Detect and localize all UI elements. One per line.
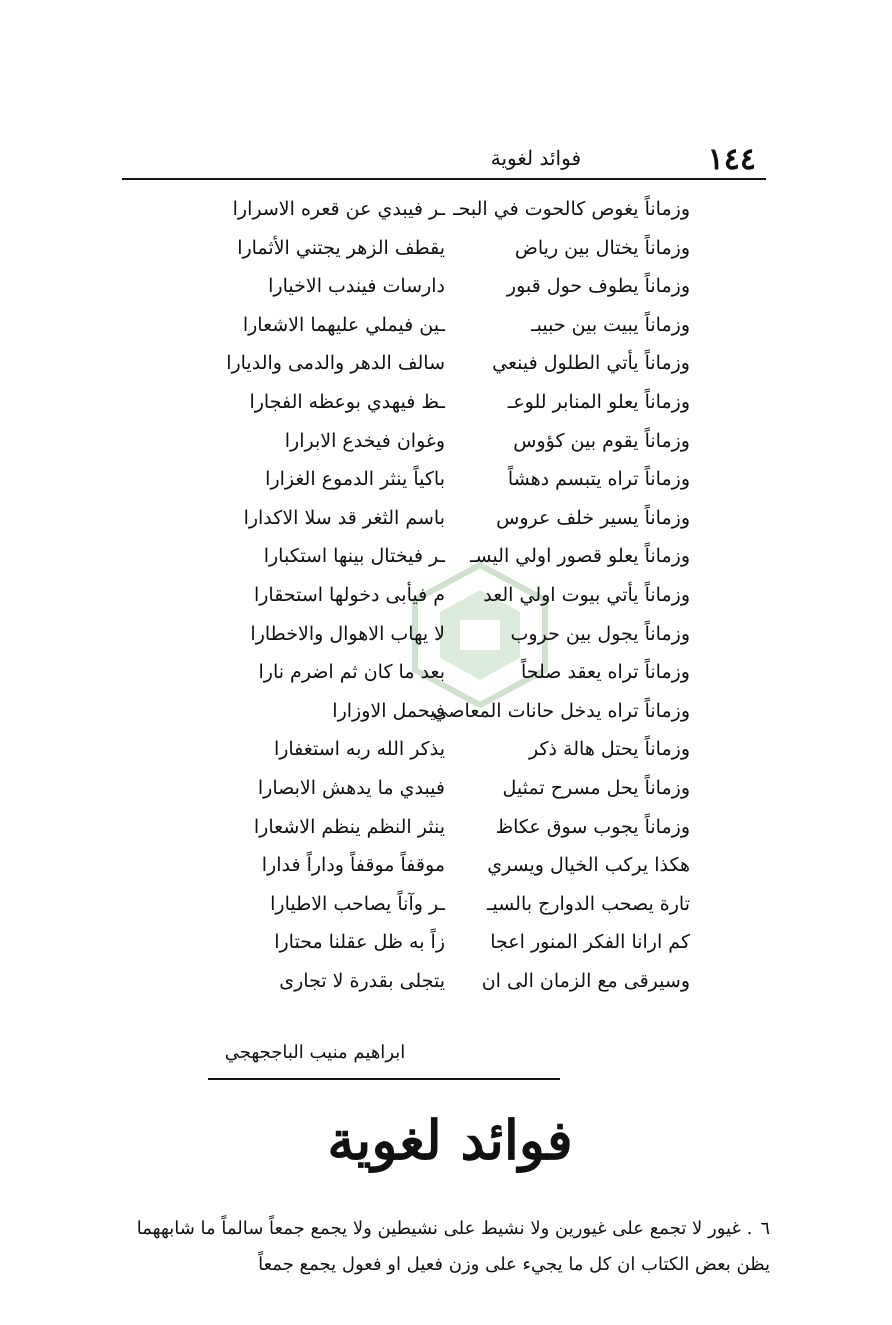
verse	[160, 267, 690, 306]
verse-first-hemistich: وزماناً يأتي الطلول فينعي	[492, 352, 690, 375]
verse-second-hemistich: زاً به ظل عقلنا محتارا	[274, 931, 445, 954]
verse-second-hemistich: ينثر النظم ينظم الاشعارا	[253, 815, 445, 838]
verse	[160, 229, 690, 268]
note	[136, 1212, 770, 1284]
verse-second-hemistich: موقفاً موقفاً وداراً فدارا	[261, 854, 445, 877]
verse	[160, 344, 690, 383]
verse-first-hemistich: كم ارانا الفكر المنور اعجا	[490, 931, 690, 954]
page-number: ١٤٤	[707, 142, 756, 177]
verse	[160, 846, 690, 885]
verse-second-hemistich: بعد ما كان ثم اضرم نارا	[258, 661, 445, 684]
verse-first-hemistich: وزماناً يسير خلف عروس	[496, 506, 690, 529]
verse-first-hemistich: وزماناً يجوب سوق عكاظ	[495, 815, 690, 838]
verse-first-hemistich: وزماناً يقوم بين كؤوس	[513, 429, 690, 452]
section-title: فوائد لغوية	[327, 1108, 573, 1172]
verse	[160, 653, 690, 692]
verse	[160, 615, 690, 654]
verse-first-hemistich: وزماناً يبيت بين حبيبـ	[531, 313, 690, 336]
verse-second-hemistich: ـر وآناً يصاحب الاطيارا	[270, 892, 445, 915]
verse	[160, 576, 690, 615]
verse-first-hemistich: وزماناً يأتي بيوت اولي العد	[483, 583, 690, 606]
verse-first-hemistich: وزماناً تراه يدخل حانات المعاصي	[432, 699, 690, 722]
verse-first-hemistich: وزماناً يحل مسرح تمثيل	[502, 776, 690, 799]
verse	[160, 769, 690, 808]
verse-second-hemistich: ـر فيختال بينها استكبارا	[263, 545, 445, 568]
verse-second-hemistich: باكياً ينثر الدموع الغزارا	[265, 468, 445, 491]
verse-second-hemistich: سالف الدهر والدمى والديارا	[226, 352, 445, 375]
verse-first-hemistich: وزماناً يختال بين رياض	[514, 236, 690, 259]
verse-second-hemistich: م فيأبى دخولها استحقارا	[253, 583, 445, 606]
poet-rule	[208, 1078, 560, 1080]
header-rule	[122, 178, 766, 180]
verse	[160, 692, 690, 731]
verse-second-hemistich: لا يهاب الاهوال والاخطارا	[250, 622, 445, 645]
note-text: . غيور لا تجمع على غيورين ولا نشيط على نشيطين ولا يجمع جمعاً سالماً ما شابههما	[136, 1218, 753, 1239]
verse	[160, 306, 690, 345]
verse-first-hemistich: وزماناً يغوص كالحوت في البحـ	[453, 198, 690, 220]
poet-name: ابراهيم منيب الباججهجي	[224, 1042, 406, 1063]
verse-second-hemistich: وغوان فيخدع الابرارا	[284, 429, 445, 452]
verse	[160, 537, 690, 576]
note-line	[150, 1248, 770, 1284]
page-header	[122, 140, 766, 176]
verse	[160, 422, 690, 461]
verse-first-hemistich: وزماناً يعلو قصور اولي اليسـ	[469, 545, 690, 568]
verse-first-hemistich: وزماناً يطوف حول قبور	[506, 275, 690, 298]
note-line	[136, 1212, 770, 1248]
verse-first-hemistich: تارة يصحب الدوارج بالسيـ	[486, 892, 690, 915]
verse	[160, 923, 690, 962]
verse-second-hemistich: يذكر الله ربه استغفارا	[273, 738, 445, 761]
verse-second-hemistich: فيبدي ما يدهش الابصارا	[257, 776, 445, 799]
verse-first-hemistich: وزماناً يعلو المنابر للوعـ	[507, 390, 690, 413]
verse-second-hemistich: يقطف الزهر يجتني الأثمارا	[237, 236, 445, 259]
verse	[160, 808, 690, 847]
verse	[160, 499, 690, 538]
verse-second-hemistich: ـر فيبدي عن قعره الاسرارا	[232, 198, 445, 220]
verse-second-hemistich: ـين فيملي عليهما الاشعارا	[242, 313, 445, 336]
note-text: يظن بعض الكتاب ان كل ما يجيء على وزن فعيل او فعول يجمع جمعاً	[258, 1254, 770, 1275]
verse-second-hemistich: فيحمل الاوزارا	[332, 699, 445, 722]
verse	[160, 460, 690, 499]
verse	[160, 190, 690, 229]
verse	[160, 383, 690, 422]
verse-first-hemistich: وزماناً يجول بين حروب	[510, 622, 690, 645]
verse-second-hemistich: يتجلى بقدرة لا تجارى	[279, 969, 445, 992]
running-title: فوائد لغوية	[490, 146, 581, 170]
verse-first-hemistich: وزماناً يحتل هالة ذكر	[529, 738, 690, 761]
poem	[160, 190, 690, 1000]
verse-first-hemistich: وزماناً تراه يتبسم دهشاً	[507, 468, 690, 491]
verse-second-hemistich: باسم الثغر قد سلا الاكدارا	[243, 506, 445, 529]
verse-first-hemistich: وزماناً تراه يعقد صلحاً	[520, 661, 690, 684]
verse-second-hemistich: دارسات فيندب الاخيارا	[268, 275, 445, 298]
note-number: ٦	[760, 1218, 770, 1239]
verse	[160, 962, 690, 1001]
verse-first-hemistich: هكذا يركب الخيال ويسري	[487, 854, 690, 877]
verse	[160, 885, 690, 924]
verse-first-hemistich: وسيرقى مع الزمان الى ان	[481, 969, 690, 992]
verse-second-hemistich: ـظ فيهدي بوعظه الفجارا	[249, 390, 445, 413]
verse	[160, 730, 690, 769]
